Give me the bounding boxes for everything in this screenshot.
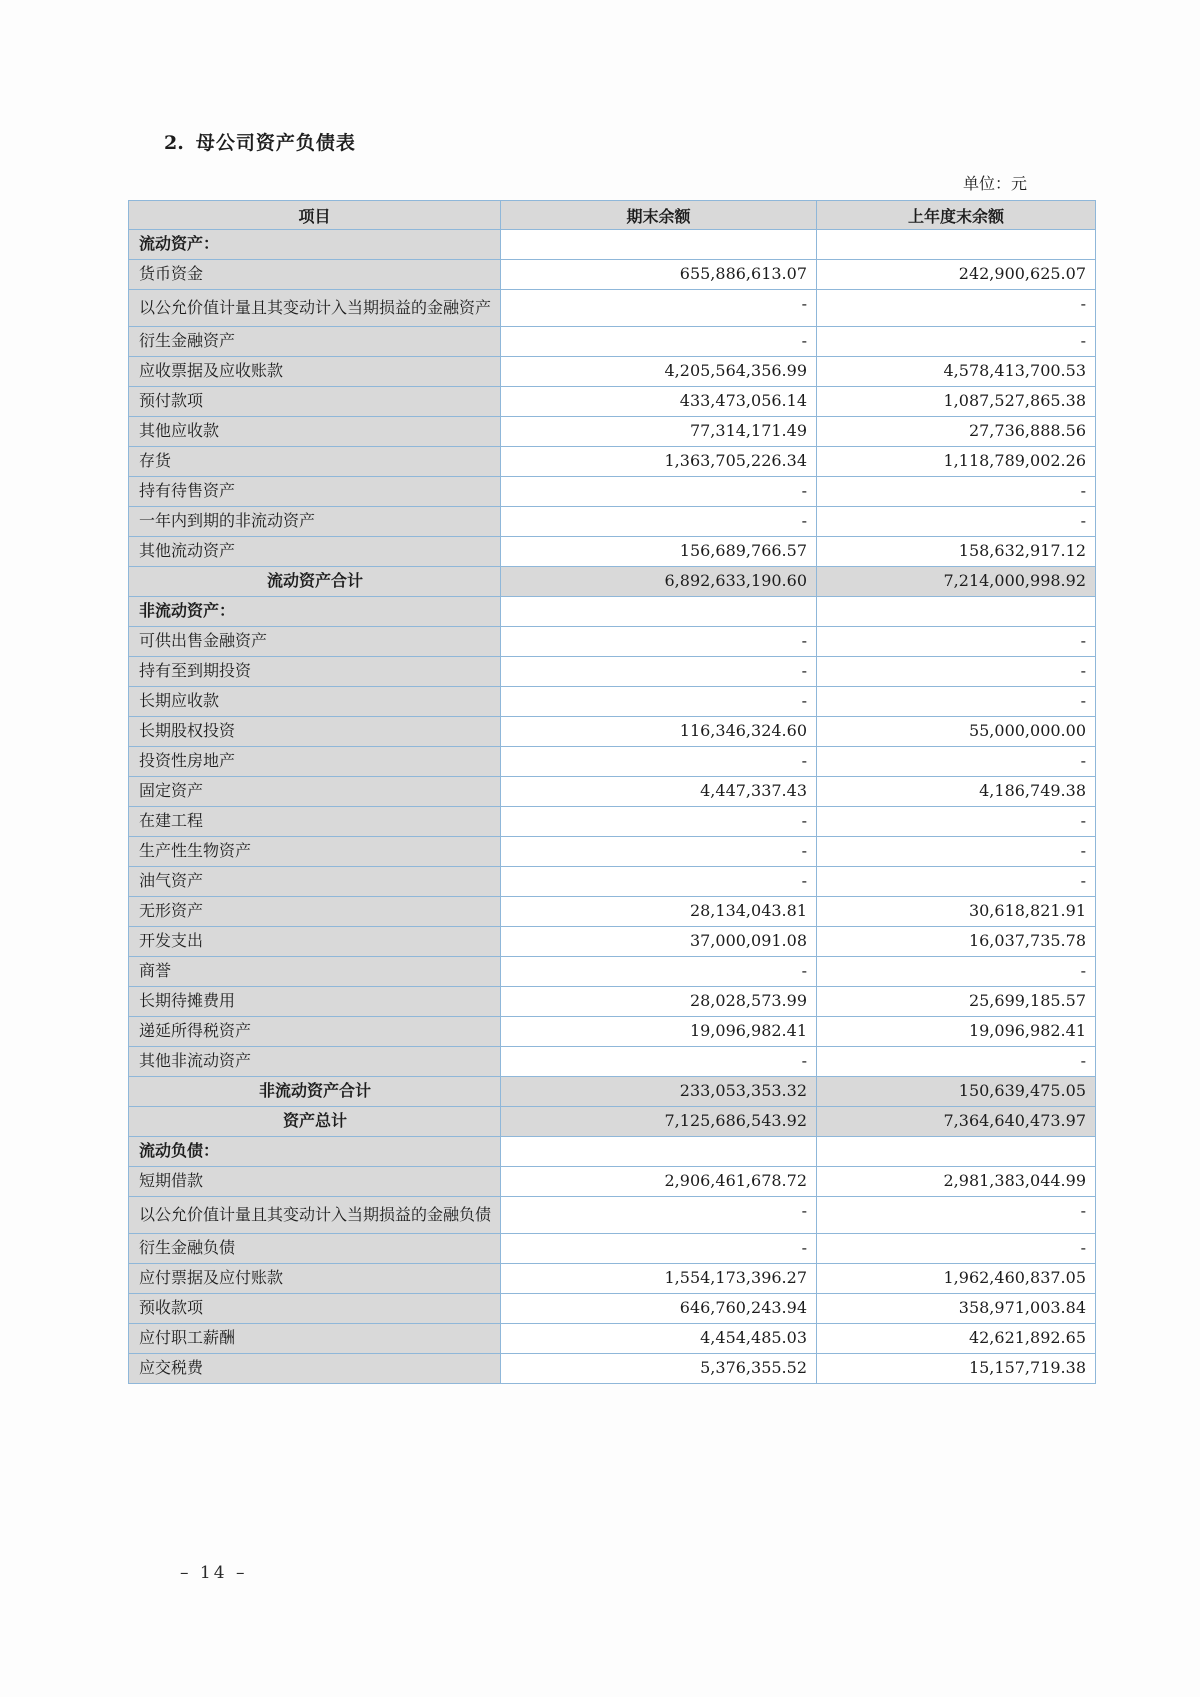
col-header-item: 项目 <box>129 201 501 230</box>
value-ending-balance <box>501 597 817 627</box>
value-previous-year-balance: 30,618,821.91 <box>817 897 1096 927</box>
value-ending-balance: - <box>501 807 817 837</box>
row-label: 衍生金融负债 <box>129 1234 501 1264</box>
table-row <box>129 357 1096 387</box>
row-label: 生产性生物资产 <box>129 837 501 867</box>
table-row <box>129 447 1096 477</box>
value-previous-year-balance: - <box>817 477 1096 507</box>
section-title <box>164 128 1095 155</box>
value-previous-year-balance: 27,736,888.56 <box>817 417 1096 447</box>
table-row <box>129 567 1096 597</box>
value-ending-balance: 37,000,091.08 <box>501 927 817 957</box>
value-previous-year-balance: - <box>817 290 1096 327</box>
value-previous-year-balance: 150,639,475.05 <box>817 1077 1096 1107</box>
value-previous-year-balance: 242,900,625.07 <box>817 260 1096 290</box>
row-label: 非流动资产合计 <box>129 1077 501 1107</box>
value-ending-balance: 1,363,705,226.34 <box>501 447 817 477</box>
value-ending-balance: 116,346,324.60 <box>501 717 817 747</box>
row-label: 以公允价值计量且其变动计入当期损益的金融资产 <box>129 290 501 327</box>
value-previous-year-balance: - <box>817 957 1096 987</box>
section-number: 2. <box>164 132 184 154</box>
value-previous-year-balance: 1,087,527,865.38 <box>817 387 1096 417</box>
unit-label: 单位：元 <box>962 174 1027 193</box>
table-row <box>129 230 1096 260</box>
table-row <box>129 837 1096 867</box>
row-label: 开发支出 <box>129 927 501 957</box>
value-ending-balance: 77,314,171.49 <box>501 417 817 447</box>
value-ending-balance <box>501 230 817 260</box>
table-header-row <box>129 201 1096 230</box>
table-row <box>129 657 1096 687</box>
value-previous-year-balance <box>817 597 1096 627</box>
row-label: 预收款项 <box>129 1294 501 1324</box>
section-title-text: 母公司资产负债表 <box>195 132 356 154</box>
value-previous-year-balance: 158,632,917.12 <box>817 537 1096 567</box>
table-row <box>129 747 1096 777</box>
value-ending-balance: 28,134,043.81 <box>501 897 817 927</box>
row-label: 应收票据及应收账款 <box>129 357 501 387</box>
value-ending-balance: 7,125,686,543.92 <box>501 1107 817 1137</box>
table-body <box>129 230 1096 1384</box>
table-row <box>129 597 1096 627</box>
value-previous-year-balance: - <box>817 1234 1096 1264</box>
value-ending-balance: 6,892,633,190.60 <box>501 567 817 597</box>
row-label: 递延所得税资产 <box>129 1017 501 1047</box>
row-label: 衍生金融资产 <box>129 327 501 357</box>
value-ending-balance: - <box>501 1234 817 1264</box>
value-ending-balance: - <box>501 290 817 327</box>
value-ending-balance: - <box>501 957 817 987</box>
row-label: 一年内到期的非流动资产 <box>129 507 501 537</box>
table-row <box>129 1137 1096 1167</box>
value-previous-year-balance: - <box>817 657 1096 687</box>
value-previous-year-balance: 55,000,000.00 <box>817 717 1096 747</box>
value-ending-balance: 433,473,056.14 <box>501 387 817 417</box>
row-label: 可供出售金融资产 <box>129 627 501 657</box>
table-row <box>129 417 1096 447</box>
row-label: 流动资产合计 <box>129 567 501 597</box>
row-label: 商誉 <box>129 957 501 987</box>
value-ending-balance: 5,376,355.52 <box>501 1354 817 1384</box>
row-label: 以公允价值计量且其变动计入当期损益的金融负债 <box>129 1197 501 1234</box>
table-row <box>129 1017 1096 1047</box>
value-previous-year-balance: - <box>817 627 1096 657</box>
value-ending-balance: - <box>501 837 817 867</box>
value-previous-year-balance: 16,037,735.78 <box>817 927 1096 957</box>
value-ending-balance: 4,454,485.03 <box>501 1324 817 1354</box>
row-label: 长期待摊费用 <box>129 987 501 1017</box>
value-previous-year-balance <box>817 1137 1096 1167</box>
value-previous-year-balance: 1,118,789,002.26 <box>817 447 1096 477</box>
table-row <box>129 687 1096 717</box>
row-label: 应付职工薪酬 <box>129 1324 501 1354</box>
value-previous-year-balance: - <box>817 807 1096 837</box>
row-label: 非流动资产： <box>129 597 501 627</box>
value-previous-year-balance: 1,962,460,837.05 <box>817 1264 1096 1294</box>
table-row <box>129 1167 1096 1197</box>
value-previous-year-balance: 19,096,982.41 <box>817 1017 1096 1047</box>
value-previous-year-balance: 358,971,003.84 <box>817 1294 1096 1324</box>
value-previous-year-balance: - <box>817 837 1096 867</box>
row-label: 投资性房地产 <box>129 747 501 777</box>
row-label: 预付款项 <box>129 387 501 417</box>
col-header-ending-balance: 期末余额 <box>501 201 817 230</box>
row-label: 其他应收款 <box>129 417 501 447</box>
value-ending-balance: 2,906,461,678.72 <box>501 1167 817 1197</box>
value-ending-balance: - <box>501 627 817 657</box>
value-ending-balance: - <box>501 1197 817 1234</box>
value-previous-year-balance: - <box>817 747 1096 777</box>
value-ending-balance: - <box>501 657 817 687</box>
table-row <box>129 897 1096 927</box>
table-row <box>129 1197 1096 1234</box>
value-previous-year-balance: 7,364,640,473.97 <box>817 1107 1096 1137</box>
value-previous-year-balance: 4,186,749.38 <box>817 777 1096 807</box>
table-row <box>129 777 1096 807</box>
row-label: 货币资金 <box>129 260 501 290</box>
value-ending-balance: 646,760,243.94 <box>501 1294 817 1324</box>
value-ending-balance: - <box>501 747 817 777</box>
table-row <box>129 387 1096 417</box>
balance-sheet-table <box>128 200 1096 1384</box>
table-row <box>129 627 1096 657</box>
value-previous-year-balance: - <box>817 507 1096 537</box>
row-label: 持有至到期投资 <box>129 657 501 687</box>
table-row <box>129 807 1096 837</box>
value-ending-balance <box>501 1137 817 1167</box>
value-previous-year-balance: - <box>817 687 1096 717</box>
value-ending-balance: 28,028,573.99 <box>501 987 817 1017</box>
value-ending-balance: 655,886,613.07 <box>501 260 817 290</box>
value-previous-year-balance: 2,981,383,044.99 <box>817 1167 1096 1197</box>
row-label: 存货 <box>129 447 501 477</box>
row-label: 其他流动资产 <box>129 537 501 567</box>
value-previous-year-balance: 25,699,185.57 <box>817 987 1096 1017</box>
value-previous-year-balance: 42,621,892.65 <box>817 1324 1096 1354</box>
table-row <box>129 1234 1096 1264</box>
table-row <box>129 507 1096 537</box>
row-label: 应交税费 <box>129 1354 501 1384</box>
table-row <box>129 717 1096 747</box>
page-number: – 14 – <box>180 1563 248 1583</box>
table-row <box>129 327 1096 357</box>
row-label: 油气资产 <box>129 867 501 897</box>
page-content <box>128 128 1095 1384</box>
value-ending-balance: 4,447,337.43 <box>501 777 817 807</box>
unit-row <box>128 171 1095 194</box>
value-previous-year-balance: - <box>817 1047 1096 1077</box>
value-ending-balance: - <box>501 327 817 357</box>
table-row <box>129 1324 1096 1354</box>
row-label: 无形资产 <box>129 897 501 927</box>
value-ending-balance: - <box>501 507 817 537</box>
table-row <box>129 867 1096 897</box>
value-previous-year-balance <box>817 230 1096 260</box>
value-ending-balance: 233,053,353.32 <box>501 1077 817 1107</box>
row-label: 短期借款 <box>129 1167 501 1197</box>
table-row <box>129 1107 1096 1137</box>
value-ending-balance: - <box>501 1047 817 1077</box>
table-row <box>129 927 1096 957</box>
table-row <box>129 1047 1096 1077</box>
col-header-previous-year-balance: 上年度末余额 <box>817 201 1096 230</box>
row-label: 其他非流动资产 <box>129 1047 501 1077</box>
row-label: 固定资产 <box>129 777 501 807</box>
value-previous-year-balance: 4,578,413,700.53 <box>817 357 1096 387</box>
value-ending-balance: 1,554,173,396.27 <box>501 1264 817 1294</box>
value-ending-balance: 4,205,564,356.99 <box>501 357 817 387</box>
row-label: 流动负债： <box>129 1137 501 1167</box>
value-previous-year-balance: 7,214,000,998.92 <box>817 567 1096 597</box>
value-previous-year-balance: - <box>817 867 1096 897</box>
value-previous-year-balance: - <box>817 1197 1096 1234</box>
row-label: 流动资产： <box>129 230 501 260</box>
table-row <box>129 537 1096 567</box>
row-label: 长期股权投资 <box>129 717 501 747</box>
table-row <box>129 957 1096 987</box>
row-label: 持有待售资产 <box>129 477 501 507</box>
row-label: 资产总计 <box>129 1107 501 1137</box>
table-row <box>129 290 1096 327</box>
value-previous-year-balance: 15,157,719.38 <box>817 1354 1096 1384</box>
value-ending-balance: 156,689,766.57 <box>501 537 817 567</box>
value-ending-balance: - <box>501 477 817 507</box>
table-row <box>129 1294 1096 1324</box>
row-label: 长期应收款 <box>129 687 501 717</box>
table-row <box>129 1077 1096 1107</box>
value-ending-balance: - <box>501 867 817 897</box>
table-row <box>129 260 1096 290</box>
row-label: 应付票据及应付账款 <box>129 1264 501 1294</box>
value-previous-year-balance: - <box>817 327 1096 357</box>
value-ending-balance: 19,096,982.41 <box>501 1017 817 1047</box>
row-label: 在建工程 <box>129 807 501 837</box>
value-ending-balance: - <box>501 687 817 717</box>
table-row <box>129 477 1096 507</box>
table-row <box>129 1264 1096 1294</box>
table-row <box>129 987 1096 1017</box>
table-row <box>129 1354 1096 1384</box>
